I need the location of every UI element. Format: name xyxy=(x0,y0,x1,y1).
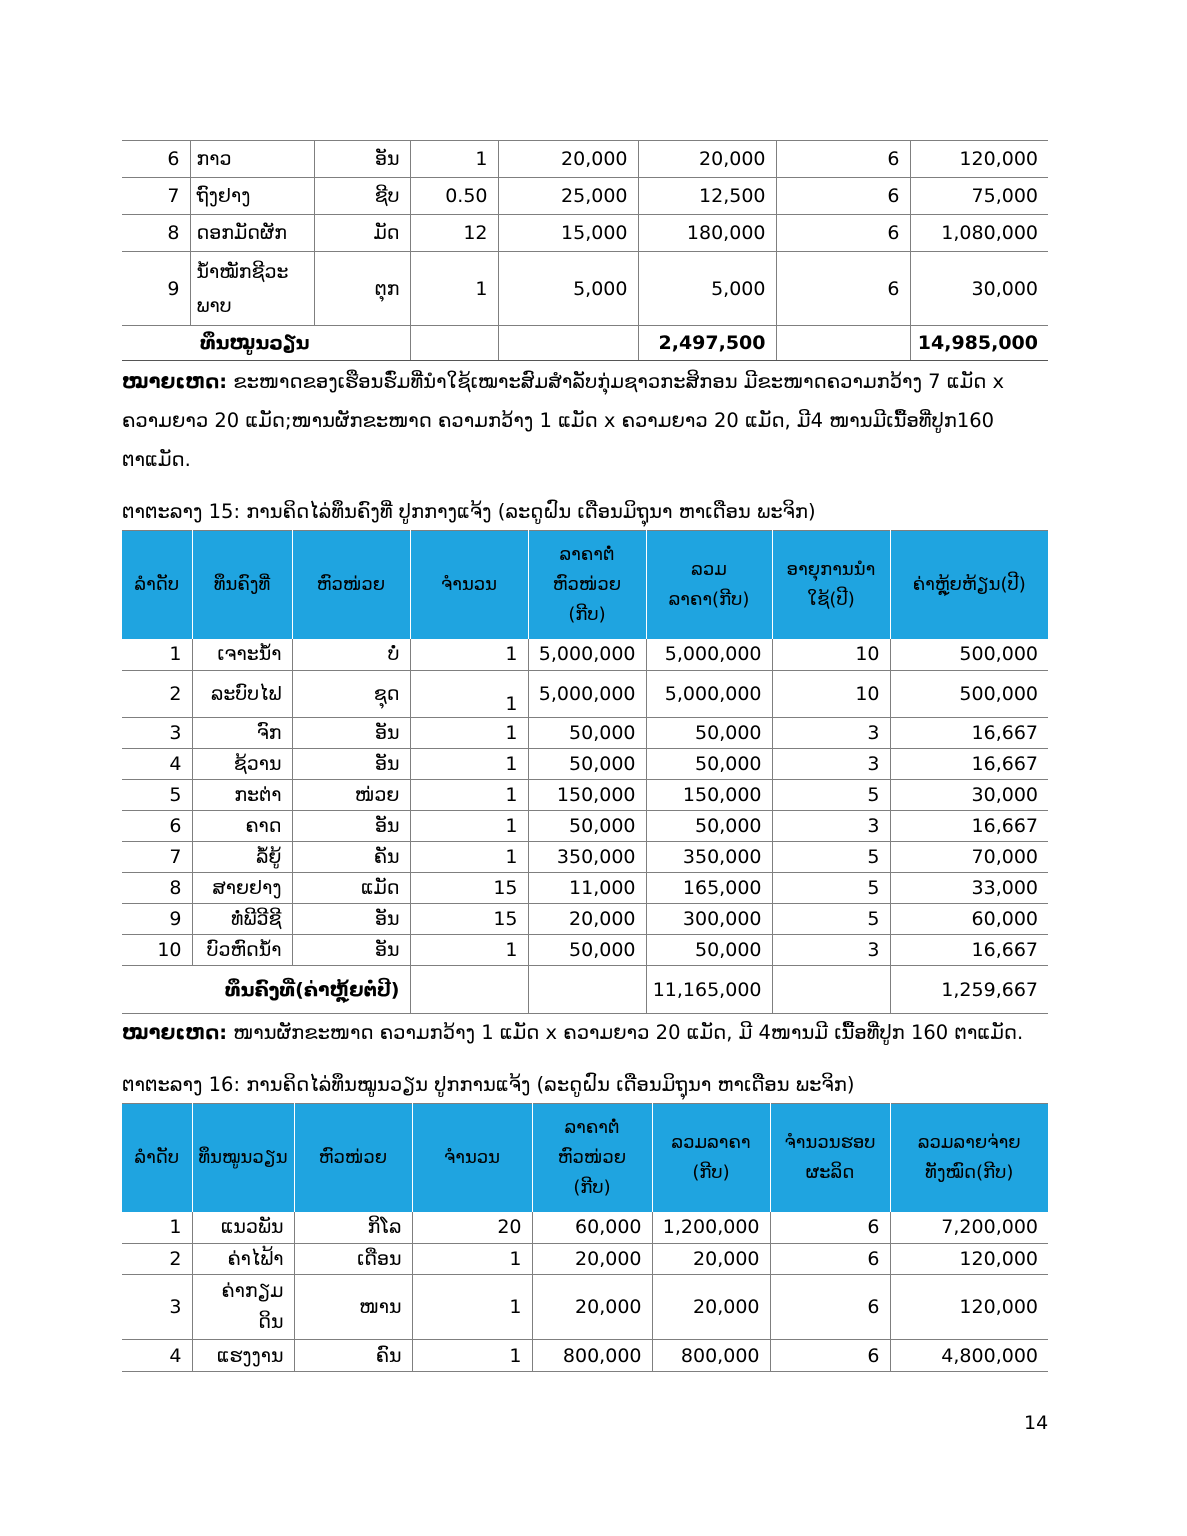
total-price: 165,000 xyxy=(646,873,772,904)
total-price: 800,000 xyxy=(652,1340,770,1372)
empty-cell xyxy=(410,966,528,1014)
unit: ໜ່ວຍ xyxy=(292,780,410,811)
unit: ອັນ xyxy=(292,811,410,842)
depreciation: 60,000 xyxy=(890,904,1048,935)
unit-price: 20,000 xyxy=(498,141,638,178)
depreciation: 500,000 xyxy=(890,671,1048,718)
header-cell: ຫົວໜ່ວຍ xyxy=(294,1104,412,1212)
cycles: 6 xyxy=(770,1275,890,1340)
row-number: 8 xyxy=(122,873,192,904)
empty-cell xyxy=(772,966,890,1014)
item-name: ບົວຫົດນ້ຳ xyxy=(192,935,292,966)
total-value: 11,165,000 xyxy=(646,966,772,1014)
item-name: ແຮງງານ xyxy=(192,1340,294,1372)
table-row xyxy=(122,671,1048,718)
row-number: 9 xyxy=(122,904,192,935)
unit: ໜານ xyxy=(294,1275,412,1340)
total-price: 20,000 xyxy=(652,1244,770,1275)
table-row xyxy=(122,1275,1048,1340)
unit: ມັດ xyxy=(314,215,410,252)
unit-price: 11,000 xyxy=(528,873,646,904)
table-row xyxy=(122,873,1048,904)
row-number: 2 xyxy=(122,1244,192,1275)
item-name: ລໍ້ຍູ້ xyxy=(192,842,292,873)
item-name: ເຈາະນ້ຳ xyxy=(192,639,292,671)
total-label: ທຶນຄົງທີ່(ຄ່າຫຼຸ້ຍຕໍ່ປີ) xyxy=(122,966,410,1014)
table-row xyxy=(122,749,1048,780)
unit-price: 20,000 xyxy=(532,1244,652,1275)
header-cell: ລວມລາຄາ (ກີບ) xyxy=(652,1104,770,1212)
table-row xyxy=(122,1340,1048,1372)
item-name: ລະບົບໄຟ xyxy=(192,671,292,718)
table-row xyxy=(122,639,1048,671)
header-cell: ຈຳນວນ xyxy=(412,1104,532,1212)
cycles: 6 xyxy=(770,1212,890,1244)
row-number: 9 xyxy=(122,252,190,326)
unit: ອັນ xyxy=(292,718,410,749)
sum: 120,000 xyxy=(910,141,1048,178)
table-row xyxy=(122,178,1048,215)
quantity: 20 xyxy=(412,1212,532,1244)
table-15-caption: ຕາຕະລາງ 15: ການຄິດໄລ່ທຶນຄົງທີ່ ປູກກາງແຈ້ງ (ລະດູຝົນ ເດືອນມິຖຸນາ ຫາເດືອນ ພະຈິກ) xyxy=(122,500,816,523)
quantity: 0.50 xyxy=(410,178,498,215)
table-row xyxy=(122,1244,1048,1275)
table-row xyxy=(122,252,1048,326)
depreciation: 16,667 xyxy=(890,718,1048,749)
unit-price: 5,000 xyxy=(498,252,638,326)
unit: ແມັດ xyxy=(292,873,410,904)
row-number: 3 xyxy=(122,1275,192,1340)
row-number: 8 xyxy=(122,215,190,252)
empty-cell xyxy=(410,326,498,361)
lifetime: 3 xyxy=(772,749,890,780)
unit-price: 150,000 xyxy=(528,780,646,811)
table-row xyxy=(122,842,1048,873)
quantity: 15 xyxy=(410,904,528,935)
lifetime: 3 xyxy=(772,718,890,749)
item-name: ດອກມັດຜັກ xyxy=(190,215,314,252)
unit: ບໍ່ xyxy=(292,639,410,671)
cycles: 6 xyxy=(770,1244,890,1275)
quantity: 1 xyxy=(410,811,528,842)
lifetime: 3 xyxy=(772,935,890,966)
total-value: 2,497,500 xyxy=(638,326,776,361)
fixed-cost-table xyxy=(122,530,1048,1014)
quantity: 1 xyxy=(410,842,528,873)
item-name: ທໍ່ພີວີຊີ xyxy=(192,904,292,935)
unit-price: 50,000 xyxy=(528,935,646,966)
header-cell: ລຳດັບ xyxy=(122,1104,192,1212)
table-row xyxy=(122,811,1048,842)
total-price: 50,000 xyxy=(646,935,772,966)
total-price: 5,000 xyxy=(638,252,776,326)
unit: ຕຸກ xyxy=(314,252,410,326)
table-row xyxy=(122,215,1048,252)
row-number: 4 xyxy=(122,749,192,780)
header-cell: ລາຄາຕໍ່ ຫົວໜ່ວຍ (ກີບ) xyxy=(532,1104,652,1212)
unit: ຄົນ xyxy=(294,1340,412,1372)
total-price: 1,200,000 xyxy=(652,1212,770,1244)
unit: ອັນ xyxy=(314,141,410,178)
item-name: ຄ່າໄຟ້າ xyxy=(192,1244,294,1275)
unit-price: 5,000,000 xyxy=(528,639,646,671)
lifetime: 10 xyxy=(772,671,890,718)
note-label: ໝາຍເຫດ: xyxy=(122,1021,228,1044)
sum: 4,800,000 xyxy=(890,1340,1048,1372)
total-price: 5,000,000 xyxy=(646,639,772,671)
total-price: 180,000 xyxy=(638,215,776,252)
unit: ອັນ xyxy=(292,749,410,780)
table-row xyxy=(122,904,1048,935)
table-row xyxy=(122,1212,1048,1244)
unit: ກິໂລ xyxy=(294,1212,412,1244)
total-depreciation: 1,259,667 xyxy=(890,966,1048,1014)
header-cell: ຄ່າຫຼຸ້ຍຫ້ຽນ(ປີ) xyxy=(890,531,1048,639)
total-label: ທຶນໝູນວຽນ xyxy=(122,326,410,361)
quantity: 1 xyxy=(410,749,528,780)
item-name: ຊ້ວານ xyxy=(192,749,292,780)
lifetime: 5 xyxy=(772,873,890,904)
unit-price: 15,000 xyxy=(498,215,638,252)
total-price: 20,000 xyxy=(652,1275,770,1340)
empty-cell xyxy=(776,326,910,361)
sum: 120,000 xyxy=(890,1275,1048,1340)
unit-price: 25,000 xyxy=(498,178,638,215)
header-cell: ຈຳນວນ xyxy=(410,531,528,639)
header-cell: ຈຳນວນຮອບ ຜະລິດ xyxy=(770,1104,890,1212)
row-number: 1 xyxy=(122,1212,192,1244)
unit: ອັນ xyxy=(292,935,410,966)
item-name: ກາວ xyxy=(190,141,314,178)
cycles: 6 xyxy=(776,215,910,252)
unit-price: 20,000 xyxy=(532,1275,652,1340)
row-number: 7 xyxy=(122,842,192,873)
item-name: ນ້ຳໝັກຊີວະພາບ xyxy=(190,252,314,326)
row-number: 6 xyxy=(122,141,190,178)
quantity: 1 xyxy=(410,639,528,671)
unit-price: 50,000 xyxy=(528,718,646,749)
quantity: 1 xyxy=(410,718,528,749)
operating-cost-table-continued xyxy=(122,140,1048,361)
header-cell: ທຶນຄົງທີ່ xyxy=(192,531,292,639)
quantity: 1 xyxy=(410,252,498,326)
quantity: 1 xyxy=(412,1275,532,1340)
total-sum: 14,985,000 xyxy=(910,326,1048,361)
header-cell: ລວມລາຍຈ່າຍ ທັງໝົດ(ກີບ) xyxy=(890,1104,1048,1212)
total-price: 150,000 xyxy=(646,780,772,811)
row-number: 7 xyxy=(122,178,190,215)
total-price: 5,000,000 xyxy=(646,671,772,718)
lifetime: 5 xyxy=(772,904,890,935)
unit: ຊຸດ xyxy=(292,671,410,718)
cycles: 6 xyxy=(776,252,910,326)
quantity: 1 xyxy=(412,1244,532,1275)
unit-price: 350,000 xyxy=(528,842,646,873)
unit-price: 800,000 xyxy=(532,1340,652,1372)
quantity: 1 xyxy=(410,935,528,966)
empty-cell xyxy=(528,966,646,1014)
total-price: 50,000 xyxy=(646,811,772,842)
quantity: 1 xyxy=(410,141,498,178)
unit-price: 50,000 xyxy=(528,749,646,780)
cycles: 6 xyxy=(770,1340,890,1372)
cycles: 6 xyxy=(776,141,910,178)
lifetime: 10 xyxy=(772,639,890,671)
cycles: 6 xyxy=(776,178,910,215)
total-price: 50,000 xyxy=(646,749,772,780)
depreciation: 30,000 xyxy=(890,780,1048,811)
depreciation: 16,667 xyxy=(890,749,1048,780)
total-row xyxy=(122,966,1048,1014)
table-row xyxy=(122,141,1048,178)
item-name: ກະຕ່າ xyxy=(192,780,292,811)
header-cell: ຫົວໜ່ວຍ xyxy=(292,531,410,639)
unit: ເດືອນ xyxy=(294,1244,412,1275)
total-row xyxy=(122,326,1048,361)
quantity: 1 xyxy=(410,671,528,718)
unit: ຄັນ xyxy=(292,842,410,873)
unit-price: 50,000 xyxy=(528,811,646,842)
lifetime: 5 xyxy=(772,780,890,811)
table-row xyxy=(122,935,1048,966)
item-name: ຈົກ xyxy=(192,718,292,749)
sum: 1,080,000 xyxy=(910,215,1048,252)
depreciation: 70,000 xyxy=(890,842,1048,873)
total-price: 350,000 xyxy=(646,842,772,873)
header-row xyxy=(122,531,1048,639)
row-number: 10 xyxy=(122,935,192,966)
quantity: 12 xyxy=(410,215,498,252)
quantity: 15 xyxy=(410,873,528,904)
row-number: 1 xyxy=(122,639,192,671)
depreciation: 33,000 xyxy=(890,873,1048,904)
sum: 7,200,000 xyxy=(890,1212,1048,1244)
unit: ຊີບ xyxy=(314,178,410,215)
quantity: 1 xyxy=(410,780,528,811)
unit-price: 60,000 xyxy=(532,1212,652,1244)
item-name: ແນວພັນ xyxy=(192,1212,294,1244)
total-price: 20,000 xyxy=(638,141,776,178)
table-row xyxy=(122,780,1048,811)
depreciation: 16,667 xyxy=(890,811,1048,842)
row-number: 6 xyxy=(122,811,192,842)
item-name: ຄາດ xyxy=(192,811,292,842)
note-text: ໜານຜັກຂະໜາດ ຄວາມກວ້າງ 1 ແມັດ x ຄວາມຍາວ 20 ແມັດ, ມີ 4ໜານມີ ເນື້ອທີ່ປູກ 160 ຕາແມັດ. xyxy=(227,1021,1024,1044)
total-price: 300,000 xyxy=(646,904,772,935)
table-16-caption: ຕາຕະລາງ 16: ການຄິດໄລ່ທຶນໝູນວຽນ ປູກການແຈ້ງ (ລະດູຝົນ ເດືອນມິຖຸນາ ຫາເດືອນ ພະຈິກ) xyxy=(122,1073,855,1096)
header-cell: ລາຄາຕໍ່ ຫົວໜ່ວຍ (ກີບ) xyxy=(528,531,646,639)
working-capital-table xyxy=(122,1103,1048,1372)
header-cell: ອາຍຸການນຳ ໃຊ້(ປີ) xyxy=(772,531,890,639)
unit: ອັນ xyxy=(292,904,410,935)
item-name: ຖົງຢາງ xyxy=(190,178,314,215)
note-1 xyxy=(122,362,1052,479)
row-number: 5 xyxy=(122,780,192,811)
header-cell: ທຶນໝູນວຽນ xyxy=(192,1104,294,1212)
row-number: 4 xyxy=(122,1340,192,1372)
note-text: ຂະໜາດຂອງເຮືອນຮົ່ມທີ່ນຳໃຊ້ເໝາະສົມສຳລັບກຸ່ມຊາວກະສິກອນ ມີຂະໜາດຄວາມກວ້າງ 7 ແມັດ x ຄວາມຍາວ 20 ແມັດ;ໜານຜັກຂະໜາດ ຄວາມກວ້າງ 1 ແມັດ x ຄວາມຍາວ 20 ແມັດ, ມີ4 ໜານມີເນື້ອທີ່ປູກ160 ຕາແມັດ. xyxy=(122,370,1005,471)
header-cell: ລວມ ລາຄາ(ກີບ) xyxy=(646,531,772,639)
total-price: 12,500 xyxy=(638,178,776,215)
header-cell: ລຳດັບ xyxy=(122,531,192,639)
quantity: 1 xyxy=(412,1340,532,1372)
depreciation: 16,667 xyxy=(890,935,1048,966)
sum: 75,000 xyxy=(910,178,1048,215)
header-row xyxy=(122,1104,1048,1212)
item-name: ຄ່າກຽມດິນ xyxy=(192,1275,294,1340)
table-row xyxy=(122,718,1048,749)
row-number: 2 xyxy=(122,671,192,718)
lifetime: 5 xyxy=(772,842,890,873)
empty-cell xyxy=(498,326,638,361)
total-price: 50,000 xyxy=(646,718,772,749)
unit-price: 5,000,000 xyxy=(528,671,646,718)
unit-price: 20,000 xyxy=(528,904,646,935)
row-number: 3 xyxy=(122,718,192,749)
sum: 30,000 xyxy=(910,252,1048,326)
lifetime: 3 xyxy=(772,811,890,842)
depreciation: 500,000 xyxy=(890,639,1048,671)
note-2 xyxy=(122,1013,1052,1052)
sum: 120,000 xyxy=(890,1244,1048,1275)
page-number: 14 xyxy=(1024,1412,1049,1434)
item-name: ສາຍຢາງ xyxy=(192,873,292,904)
note-label: ໝາຍເຫດ: xyxy=(122,370,228,393)
